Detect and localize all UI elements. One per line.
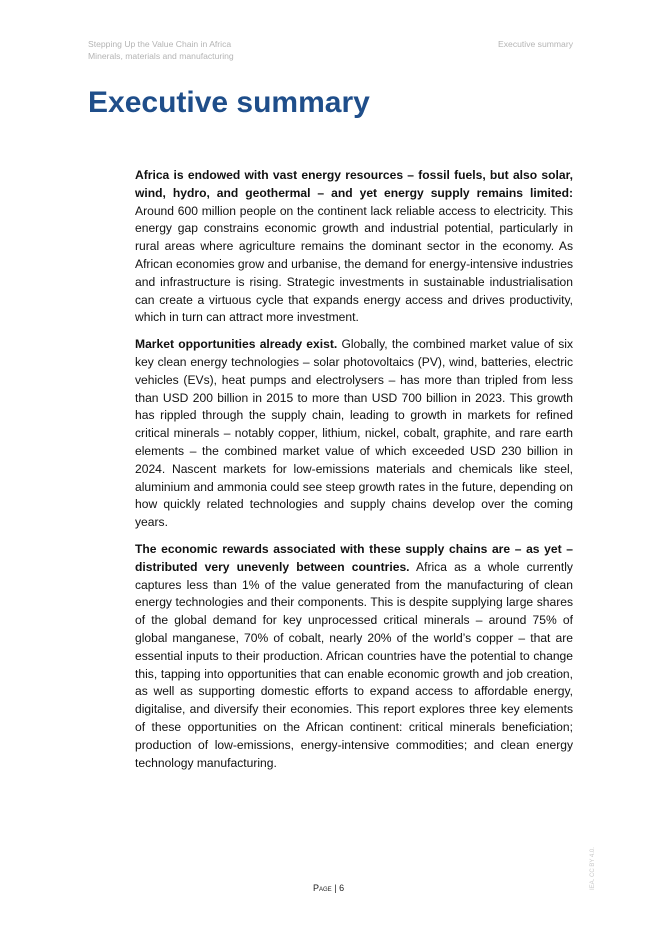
paragraph-text: Africa as a whole currently captures less than 1% of the value generated from the manufacturing of clean energy technologies and their components. This is despite supplying large shares of the global demand for key unprocessed critical minerals – around 75% of global manganese, 70% of cobalt, nearly 20% of the world’s copper – that are essential inputs to their production. African countries have the potential to change this, tapping into opportunities that can enable economic growth and job creation, as well as supporting domestic efforts to expand access to affordable energy, digitalise, and diversify their economies. This report explores three key elements of these opportunities on the African continent: critical minerals beneficiation; production of low-emissions, energy-intensive commodities; and clean energy technology manufacturing. — [135, 559, 573, 770]
page-label: Page — [313, 883, 332, 893]
paragraph-text: Globally, the combined market value of six key clean energy technologies – solar photovoltaics (PV), wind, batteries, electric vehicles (EVs), heat pumps and electrolysers – has more than tripled from less than USD 200 billion in 2015 to more than USD 700 billion in 2023. This growth has rippled through the supply chain, leading to growth in markets for refined critical minerals – notably copper, lithium, nickel, cobalt, graphite, and rare earth elements – the combined market value of which exceeded USD 230 billion in 2024. Nascent markets for low-emissions materials and chemicals like steel, aluminium and ammonia could see steep growth rates in the future, depending on how quickly related technologies and supply chains develop over the coming years. — [135, 337, 574, 530]
paragraph — [135, 336, 573, 532]
paragraph — [135, 541, 573, 772]
paragraph-lead: Africa is endowed with vast energy resources – fossil fuels, but also solar, wind, hydro, and geothermal – and yet energy supply remains limited: — [135, 168, 573, 200]
running-header-section: Executive summary — [498, 39, 573, 49]
page-separator: | — [334, 883, 337, 893]
paragraph — [135, 167, 573, 327]
paragraph-lead: The economic rewards associated with these supply chains are – as yet – distributed very unevenly between countries. — [135, 541, 573, 574]
license-watermark: IEA. CC BY 4.0. — [590, 847, 596, 890]
report-subtitle: Minerals, materials and manufacturing — [88, 50, 234, 61]
report-title: Stepping Up the Value Chain in Africa — [88, 39, 232, 49]
running-header-left — [88, 39, 234, 62]
page-number: 6 — [339, 883, 345, 893]
paragraph-lead: Market opportunities already exist. — [135, 337, 338, 352]
page-title: Executive summary — [88, 86, 370, 119]
body-text — [135, 167, 573, 781]
page-footer — [313, 883, 344, 893]
paragraph-text: Around 600 million people on the continent lack reliable access to electricity. This energy gap constrains economic growth and industrial potential, particularly in rural areas where agriculture remains the dominant sector in the economy. As African economies grow and urbanise, the demand for energy-intensive industries and infrastructure is rising. Strategic investments in sustainable industrialisation can create a virtuous cycle that expands energy access and drives productivity, which in turn can attract more investment. — [135, 203, 573, 325]
